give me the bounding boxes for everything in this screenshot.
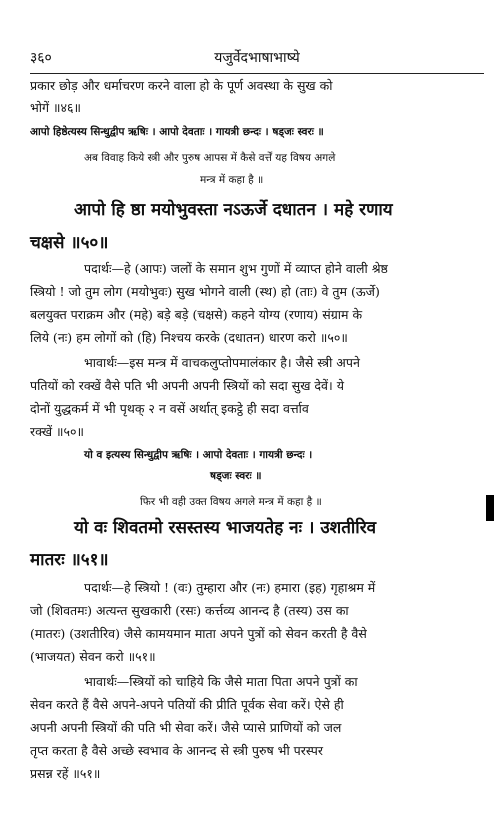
bhavartha-line: प्रसन्न रहें ॥५१॥ bbox=[30, 766, 101, 781]
scan-edge-mark bbox=[486, 495, 494, 521]
bhavartha-line: अपनी अपनी स्त्रियों की पति भी सेवा करें। जैसे प्यासे प्राणियों को जल bbox=[30, 720, 342, 735]
bhavartha-line: भावार्थः—स्त्रियों को चाहिये कि जैसे माता पिता अपने पुत्रों का bbox=[84, 674, 358, 689]
mantra-line: मातरः ॥५१॥ bbox=[30, 550, 109, 570]
padartha-line: (भाजयत) सेवन करो ॥५१॥ bbox=[30, 649, 156, 664]
topic-line: मन्त्र में कहा है ॥ bbox=[200, 174, 264, 186]
topic-line: अब विवाह किये स्त्री और पुरुष आपस में कैसे वर्त्तें यह विषय अगले bbox=[84, 152, 336, 164]
bhavartha-line: दोनों युद्धकर्म में भी पृथक् २ न वसें अर्थात् इकट्ठे ही सदा वर्त्ताव bbox=[30, 401, 309, 416]
bhavartha-line: पतियों को रक्खें वैसे पति भी अपनी अपनी स्त्रियों को सदा सुख देवें। ये bbox=[30, 378, 344, 393]
padartha-line: पदार्थः—हे (आपः) जलों के समान शुभ गुणों में व्याप्त होने वाली श्रेष्ठ bbox=[84, 261, 388, 276]
bhavartha-line: तृप्त करता है वैसे अच्छे स्वभाव के आनन्द से स्त्री पुरुष भी परस्पर bbox=[30, 743, 323, 758]
page-header bbox=[30, 48, 484, 68]
padartha-line: पदार्थः—हे स्त्रियो ! (वः) तुम्हारा और (नः) हमारा (इह) गृहाश्रम में bbox=[84, 580, 376, 595]
padartha-line: जो (शिवतमः) अत्यन्त सुखकारी (रसः) कर्त्तव्य आनन्द है (तस्य) उस का bbox=[30, 603, 349, 618]
topic-line: फिर भी वही उक्त विषय अगले मन्त्र में कहा है ॥ bbox=[140, 496, 322, 508]
padartha-line: स्त्रियो ! जो तुम लोग (मयोभुवः) सुख भोगने वाली (स्थ) हो (ताः) वे तुम (ऊर्जे) bbox=[30, 284, 380, 299]
padartha-line: (मातरः) (उशतीरिव) जैसे कामयमान माता अपने पुत्रों को सेवन करती है वैसे bbox=[30, 626, 367, 641]
bhavartha-line: सेवन करते हैं वैसे अपने-अपने पतियों की प्रीति पूर्वक सेवा करें। ऐसे ही bbox=[30, 697, 344, 712]
mantra-line: आपो हि ष्ठा मयोभुवस्ता नऽऊर्जे दधातन । महे रणाय bbox=[74, 200, 393, 220]
mantra-line: चक्षसे ॥५०॥ bbox=[30, 233, 109, 253]
header-rule bbox=[30, 73, 484, 74]
padartha-line: बलयुक्त पराक्रम और (महे) बड़े बड़े (चक्षसे) कहने योग्य (रणाय) संग्राम के bbox=[30, 307, 363, 322]
verse-metadata: आपो हिष्ठेत्यस्य सिन्धुद्वीप ऋषिः । आपो देवताः । गायत्री छन्दः । षड्जः स्वरः ॥ bbox=[30, 126, 324, 138]
bhavartha-line: रक्खें ॥५०॥ bbox=[30, 424, 85, 439]
text-line: प्रकार छोड़ और धर्माचरण करने वाला हो के पूर्ण अवस्था के सुख को bbox=[30, 78, 333, 93]
bhavartha-line: भावार्थः—इस मन्त्र में वाचकलुप्तोपमालंकार है। जैसे स्त्री अपने bbox=[84, 355, 360, 370]
verse-metadata: षड्जः स्वरः ॥ bbox=[210, 470, 262, 482]
running-title: यजुर्वेदभाषाभाष्ये bbox=[214, 50, 300, 66]
text-line: भोगें ॥४६॥ bbox=[30, 100, 82, 115]
mantra-line: यो वः शिवतमो रसस्तस्य भाजयतेह नः । उशतीरिव bbox=[74, 518, 377, 538]
padartha-line: लिये (नः) हम लोगों को (हि) निश्चय करके (दधातन) धारण करो ॥५०॥ bbox=[30, 330, 348, 345]
verse-metadata: यो व इत्यस्य सिन्धुद्वीप ऋषिः । आपो देवताः । गायत्री छन्दः । bbox=[84, 449, 313, 461]
page-number: ३६० bbox=[30, 50, 52, 66]
